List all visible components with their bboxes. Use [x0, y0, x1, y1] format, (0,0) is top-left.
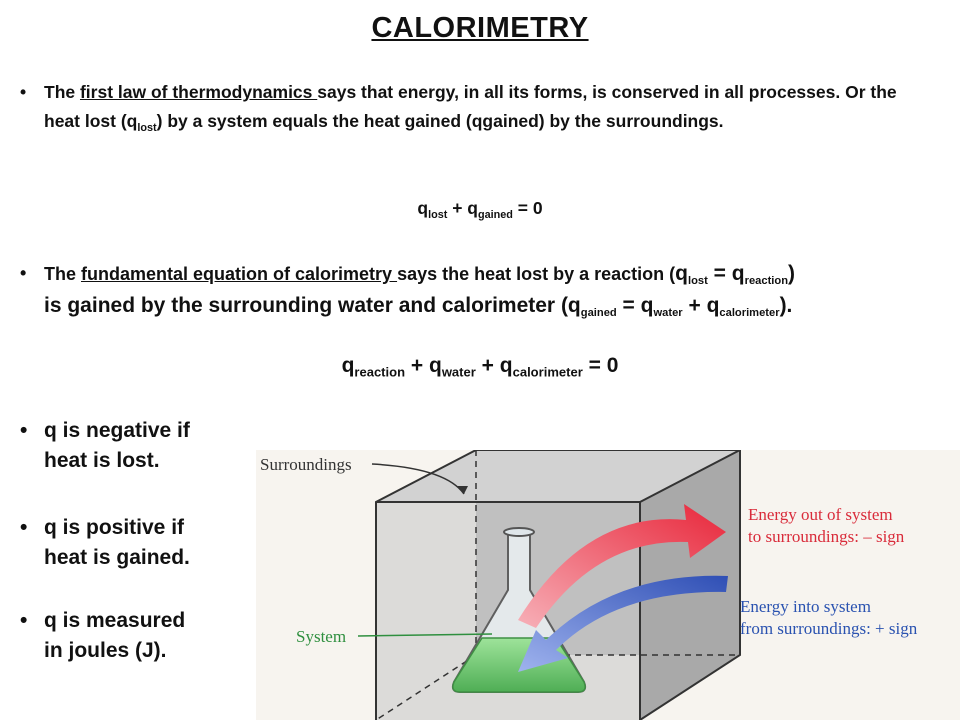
- bullet-q-negative: [20, 416, 244, 476]
- energy-in-label-line1: Energy into system: [740, 597, 871, 616]
- text: in joules (J).: [44, 639, 167, 662]
- eq-text: q: [341, 354, 355, 377]
- figure-illustration: [256, 450, 960, 720]
- bullet-first-law: [20, 78, 904, 136]
- page-title: CALORIMETRY: [371, 12, 589, 44]
- text: heat is lost.: [44, 449, 160, 472]
- text: The: [44, 264, 82, 284]
- subscript: gained: [477, 208, 513, 221]
- text: q is positive if: [44, 516, 185, 539]
- subscript: lost: [428, 208, 448, 221]
- bullet-dot: •: [20, 263, 27, 283]
- text: q is negative if: [44, 419, 190, 442]
- bullet-dot: •: [20, 516, 28, 539]
- fundamental-equation-term: fundamental equation of calorimetry: [81, 264, 398, 284]
- subscript: calorimeter: [719, 306, 780, 319]
- subscript: water: [653, 306, 683, 319]
- text: = q: [707, 262, 745, 285]
- text: + q: [682, 294, 720, 317]
- calorimetry-figure: [256, 450, 960, 720]
- surroundings-label: Surroundings: [260, 455, 352, 474]
- subscript: reaction: [354, 364, 406, 380]
- text: = q: [616, 294, 654, 317]
- subscript: calorimeter: [512, 364, 583, 380]
- energy-in-label-line2: from surroundings: + sign: [740, 619, 918, 638]
- text: The: [44, 82, 80, 102]
- subscript: gained: [580, 306, 617, 319]
- energy-out-label-line2: to surroundings: – sign: [748, 527, 905, 546]
- eq-text: = 0: [512, 198, 543, 218]
- bullet-dot: •: [20, 419, 28, 442]
- text: ): [788, 262, 796, 285]
- bullet-dot: •: [20, 609, 28, 632]
- text: says that energy, in all its forms, is conserved in all processes. Or the heat lost (q: [44, 82, 897, 131]
- bullet-q-joules: [20, 606, 244, 666]
- subscript: lost: [688, 274, 708, 287]
- bullet-q-positive: [20, 513, 244, 573]
- first-law-term: first law of thermodynamics: [79, 82, 318, 102]
- equation-heat-balance: [0, 198, 960, 219]
- eq-text: q: [417, 198, 429, 218]
- text: q is measured: [44, 609, 186, 632]
- bullet-dot: •: [20, 82, 27, 102]
- equation-calorimetry: [0, 354, 960, 378]
- eq-text: + q: [475, 354, 513, 377]
- text: ).: [779, 294, 793, 317]
- subscript: lost: [137, 121, 157, 134]
- eq-text: + q: [447, 198, 478, 218]
- text: heat is gained.: [44, 546, 190, 569]
- bullet-fundamental-equation: [20, 258, 944, 322]
- text: ) by a system equals the heat gained (qgained) by the surroundings.: [156, 111, 724, 131]
- energy-out-label-line1: Energy out of system: [748, 505, 893, 524]
- text: is gained by the surrounding water and calorimeter (q: [44, 294, 581, 317]
- subscript: water: [441, 364, 476, 380]
- text: q: [675, 262, 688, 285]
- text: says the heat lost by a reaction (: [397, 264, 676, 284]
- system-label: System: [296, 627, 347, 646]
- eq-text: = 0: [582, 354, 619, 377]
- subscript: reaction: [744, 274, 789, 287]
- eq-text: + q: [405, 354, 442, 377]
